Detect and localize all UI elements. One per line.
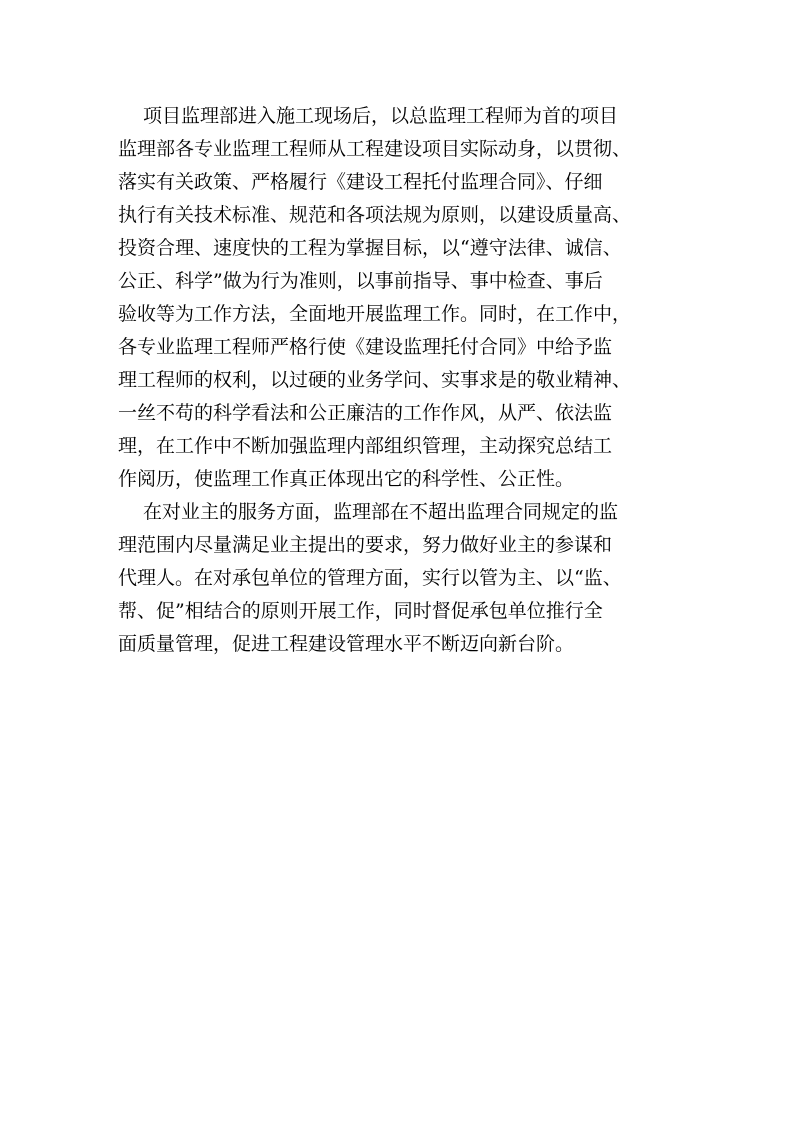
paragraph-1-line-12: 作阅历，使监理工作真正体现出它的科学性、公正性。 [118,468,575,490]
paragraph-1-line-8: 各专业监理工程师严格行使《建设监理托付合同》中给予监 [118,336,613,358]
paragraph-1-line-6: 公正、科学”做为行为准则，以事前指导、事中检查、事后 [118,270,603,292]
paragraph-1-line-7: 验收等为工作方法，全面地开展监理工作。同时，在工作中， [118,303,632,325]
paragraph-2-line-4: 帮、促”相结合的原则开展工作，同时督促承包单位推行全 [118,600,603,622]
paragraph-2-line-1: 在对业主的服务方面，监理部在不超出监理合同规定的监 [143,501,619,523]
paragraph-1-line-9: 理工程师的权利，以过硬的业务学问、实事求是的敬业精神、 [118,369,632,391]
paragraph-2-line-2: 理范围内尽量满足业主提出的要求，努力做好业主的参谋和 [118,534,613,556]
paragraph-1-line-1: 项目监理部进入施工现场后，以总监理工程师为首的项目 [143,105,619,127]
paragraph-1-line-11: 理，在工作中不断加强监理内部组织管理，主动探究总结工 [118,435,613,457]
paragraph-2-line-3: 代理人。在对承包单位的管理方面，实行以管为主、以“监、 [118,567,622,589]
paragraph-1-line-10: 一丝不苟的科学看法和公正廉洁的工作作风，从严、依法监 [118,402,613,424]
paragraph-1-line-3: 落实有关政策、严格履行《建设工程托付监理合同》、仔细 [118,171,603,193]
body-text [118,100,688,661]
paragraph-1-line-5: 投资合理、速度快的工程为掌握目标，以“遵守法律、诚信、 [118,237,622,259]
paragraph-2-line-5: 面质量管理，促进工程建设管理水平不断迈向新台阶。 [118,633,575,655]
paragraph-1-line-4: 执行有关技术标准、规范和各项法规为原则，以建设质量高、 [118,204,632,226]
paragraph-1-line-2: 监理部各专业监理工程师从工程建设项目实际动身，以贯彻、 [118,138,632,160]
